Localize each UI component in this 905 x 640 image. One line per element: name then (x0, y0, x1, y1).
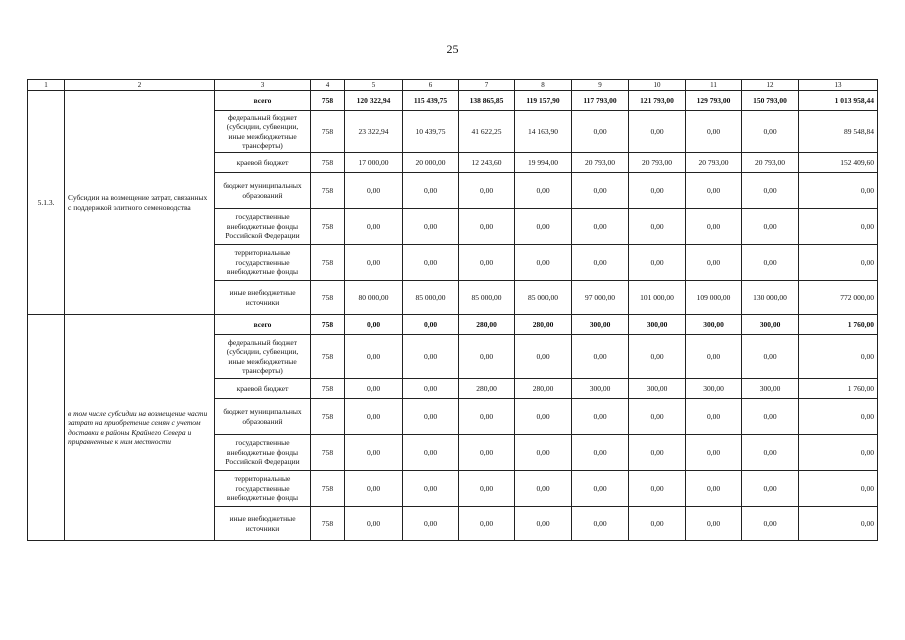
year-value: 0,00 (403, 209, 459, 245)
budget-code: 758 (311, 153, 345, 173)
year-value: 0,00 (403, 435, 459, 471)
year-value: 101 000,00 (629, 281, 686, 315)
year-value: 0,00 (686, 245, 742, 281)
year-value: 0,00 (345, 435, 403, 471)
year-value: 300,00 (629, 379, 686, 399)
year-value: 0,00 (459, 471, 515, 507)
year-value: 19 994,00 (515, 153, 572, 173)
year-value: 300,00 (742, 379, 799, 399)
total-value: 1 013 958,44 (799, 91, 878, 111)
budget-code: 758 (311, 315, 345, 335)
year-value: 0,00 (629, 111, 686, 153)
funding-source: бюджет муниципальных образований (215, 399, 311, 435)
year-value: 0,00 (403, 507, 459, 541)
year-value: 0,00 (572, 507, 629, 541)
table-row (28, 91, 878, 111)
budget-code: 758 (311, 245, 345, 281)
year-value: 0,00 (515, 507, 572, 541)
year-value: 20 793,00 (742, 153, 799, 173)
total-value: 1 760,00 (799, 379, 878, 399)
year-value: 0,00 (459, 507, 515, 541)
year-value: 109 000,00 (686, 281, 742, 315)
funding-source: иные внебюджетные источники (215, 281, 311, 315)
year-value: 85 000,00 (515, 281, 572, 315)
budget-code: 758 (311, 173, 345, 209)
item-name: Субсидии на возмещение затрат, связанных с поддержкой элитного семеноводства (65, 91, 215, 315)
total-value: 0,00 (799, 435, 878, 471)
year-value: 0,00 (345, 379, 403, 399)
year-value: 120 322,94 (345, 91, 403, 111)
budget-code: 758 (311, 471, 345, 507)
budget-code: 758 (311, 111, 345, 153)
year-value: 0,00 (459, 173, 515, 209)
total-value: 89 548,84 (799, 111, 878, 153)
total-value: 0,00 (799, 245, 878, 281)
year-value: 0,00 (686, 399, 742, 435)
year-value: 0,00 (742, 173, 799, 209)
budget-code: 758 (311, 281, 345, 315)
year-value: 0,00 (572, 245, 629, 281)
funding-source: территориальные государственные внебюджетные фонды (215, 471, 311, 507)
item-number (28, 315, 65, 541)
funding-source: территориальные государственные внебюджетные фонды (215, 245, 311, 281)
funding-source: государственные внебюджетные фонды Российской Федерации (215, 435, 311, 471)
funding-source: краевой бюджет (215, 379, 311, 399)
funding-source: федеральный бюджет (субсидии, субвенции, иные межбюджетные трансферты) (215, 111, 311, 153)
table-row (28, 315, 878, 335)
year-value: 0,00 (742, 209, 799, 245)
year-value: 0,00 (629, 209, 686, 245)
year-value: 97 000,00 (572, 281, 629, 315)
year-value: 0,00 (515, 399, 572, 435)
year-value: 0,00 (345, 245, 403, 281)
year-value: 0,00 (515, 435, 572, 471)
year-value: 280,00 (515, 315, 572, 335)
year-value: 23 322,94 (345, 111, 403, 153)
total-value: 1 760,00 (799, 315, 878, 335)
budget-code: 758 (311, 399, 345, 435)
year-value: 0,00 (686, 435, 742, 471)
year-value: 0,00 (459, 209, 515, 245)
year-value: 0,00 (345, 471, 403, 507)
year-value: 150 793,00 (742, 91, 799, 111)
year-value: 0,00 (459, 399, 515, 435)
total-value: 152 409,60 (799, 153, 878, 173)
year-value: 0,00 (686, 471, 742, 507)
budget-table (27, 79, 878, 541)
total-value: 0,00 (799, 173, 878, 209)
year-value: 0,00 (572, 335, 629, 379)
year-value: 0,00 (572, 173, 629, 209)
year-value: 0,00 (345, 507, 403, 541)
header-cell: 2 (65, 80, 215, 91)
year-value: 0,00 (629, 399, 686, 435)
year-value: 0,00 (686, 209, 742, 245)
year-value: 0,00 (686, 173, 742, 209)
year-value: 0,00 (742, 245, 799, 281)
year-value: 85 000,00 (403, 281, 459, 315)
year-value: 0,00 (629, 435, 686, 471)
year-value: 0,00 (403, 245, 459, 281)
year-value: 0,00 (515, 471, 572, 507)
total-value: 0,00 (799, 507, 878, 541)
total-value: 772 000,00 (799, 281, 878, 315)
year-value: 14 163,90 (515, 111, 572, 153)
budget-code: 758 (311, 435, 345, 471)
year-value: 10 439,75 (403, 111, 459, 153)
year-value: 0,00 (629, 335, 686, 379)
year-value: 0,00 (403, 379, 459, 399)
year-value: 0,00 (742, 335, 799, 379)
header-row (28, 80, 878, 91)
table-body (28, 80, 878, 541)
year-value: 119 157,90 (515, 91, 572, 111)
year-value: 0,00 (629, 245, 686, 281)
funding-source: федеральный бюджет (субсидии, субвенции, иные межбюджетные трансферты) (215, 335, 311, 379)
header-cell: 3 (215, 80, 311, 91)
year-value: 280,00 (459, 315, 515, 335)
header-cell: 12 (742, 80, 799, 91)
year-value: 0,00 (345, 209, 403, 245)
year-value: 0,00 (403, 173, 459, 209)
year-value: 0,00 (742, 471, 799, 507)
funding-source: всего (215, 91, 311, 111)
year-value: 0,00 (629, 173, 686, 209)
year-value: 0,00 (572, 111, 629, 153)
header-cell: 4 (311, 80, 345, 91)
year-value: 0,00 (629, 471, 686, 507)
year-value: 20 793,00 (629, 153, 686, 173)
header-cell: 6 (403, 80, 459, 91)
header-cell: 1 (28, 80, 65, 91)
header-cell: 8 (515, 80, 572, 91)
year-value: 300,00 (572, 379, 629, 399)
year-value: 280,00 (459, 379, 515, 399)
year-value: 0,00 (515, 173, 572, 209)
header-cell: 9 (572, 80, 629, 91)
total-value: 0,00 (799, 471, 878, 507)
funding-source: бюджет муниципальных образований (215, 173, 311, 209)
year-value: 0,00 (459, 245, 515, 281)
header-cell: 11 (686, 80, 742, 91)
total-value: 0,00 (799, 399, 878, 435)
year-value: 300,00 (572, 315, 629, 335)
year-value: 20 793,00 (572, 153, 629, 173)
year-value: 0,00 (403, 471, 459, 507)
year-value: 0,00 (459, 335, 515, 379)
header-cell: 13 (799, 80, 878, 91)
budget-code: 758 (311, 209, 345, 245)
year-value: 300,00 (742, 315, 799, 335)
year-value: 0,00 (515, 245, 572, 281)
year-value: 117 793,00 (572, 91, 629, 111)
year-value: 0,00 (345, 399, 403, 435)
year-value: 20 000,00 (403, 153, 459, 173)
year-value: 280,00 (515, 379, 572, 399)
year-value: 0,00 (345, 315, 403, 335)
budget-code: 758 (311, 91, 345, 111)
year-value: 0,00 (742, 435, 799, 471)
year-value: 80 000,00 (345, 281, 403, 315)
year-value: 12 243,60 (459, 153, 515, 173)
year-value: 41 622,25 (459, 111, 515, 153)
year-value: 0,00 (572, 435, 629, 471)
total-value: 0,00 (799, 335, 878, 379)
funding-source: краевой бюджет (215, 153, 311, 173)
year-value: 0,00 (686, 111, 742, 153)
year-value: 115 439,75 (403, 91, 459, 111)
year-value: 0,00 (515, 209, 572, 245)
funding-source: всего (215, 315, 311, 335)
item-name: в том числе субсидии на возмещение части затрат на приобретение семян с учетом доставки в районы Крайнего Севера и приравненные к ним местности (65, 315, 215, 541)
funding-source: иные внебюджетные источники (215, 507, 311, 541)
budget-code: 758 (311, 335, 345, 379)
year-value: 0,00 (572, 471, 629, 507)
year-value: 0,00 (459, 435, 515, 471)
year-value: 300,00 (686, 315, 742, 335)
year-value: 300,00 (629, 315, 686, 335)
header-cell: 5 (345, 80, 403, 91)
year-value: 0,00 (742, 399, 799, 435)
header-cell: 7 (459, 80, 515, 91)
year-value: 0,00 (345, 173, 403, 209)
year-value: 130 000,00 (742, 281, 799, 315)
year-value: 17 000,00 (345, 153, 403, 173)
year-value: 0,00 (403, 335, 459, 379)
year-value: 0,00 (742, 111, 799, 153)
year-value: 129 793,00 (686, 91, 742, 111)
year-value: 0,00 (403, 315, 459, 335)
year-value: 0,00 (572, 399, 629, 435)
year-value: 138 865,85 (459, 91, 515, 111)
year-value: 300,00 (686, 379, 742, 399)
year-value: 0,00 (686, 335, 742, 379)
total-value: 0,00 (799, 209, 878, 245)
budget-code: 758 (311, 379, 345, 399)
funding-source: государственные внебюджетные фонды Российской Федерации (215, 209, 311, 245)
item-number: 5.1.3. (28, 91, 65, 315)
header-cell: 10 (629, 80, 686, 91)
year-value: 0,00 (403, 399, 459, 435)
year-value: 20 793,00 (686, 153, 742, 173)
year-value: 0,00 (629, 507, 686, 541)
year-value: 0,00 (686, 507, 742, 541)
year-value: 0,00 (742, 507, 799, 541)
year-value: 0,00 (515, 335, 572, 379)
page-number: 25 (446, 42, 459, 56)
budget-code: 758 (311, 507, 345, 541)
year-value: 121 793,00 (629, 91, 686, 111)
year-value: 85 000,00 (459, 281, 515, 315)
year-value: 0,00 (572, 209, 629, 245)
year-value: 0,00 (345, 335, 403, 379)
